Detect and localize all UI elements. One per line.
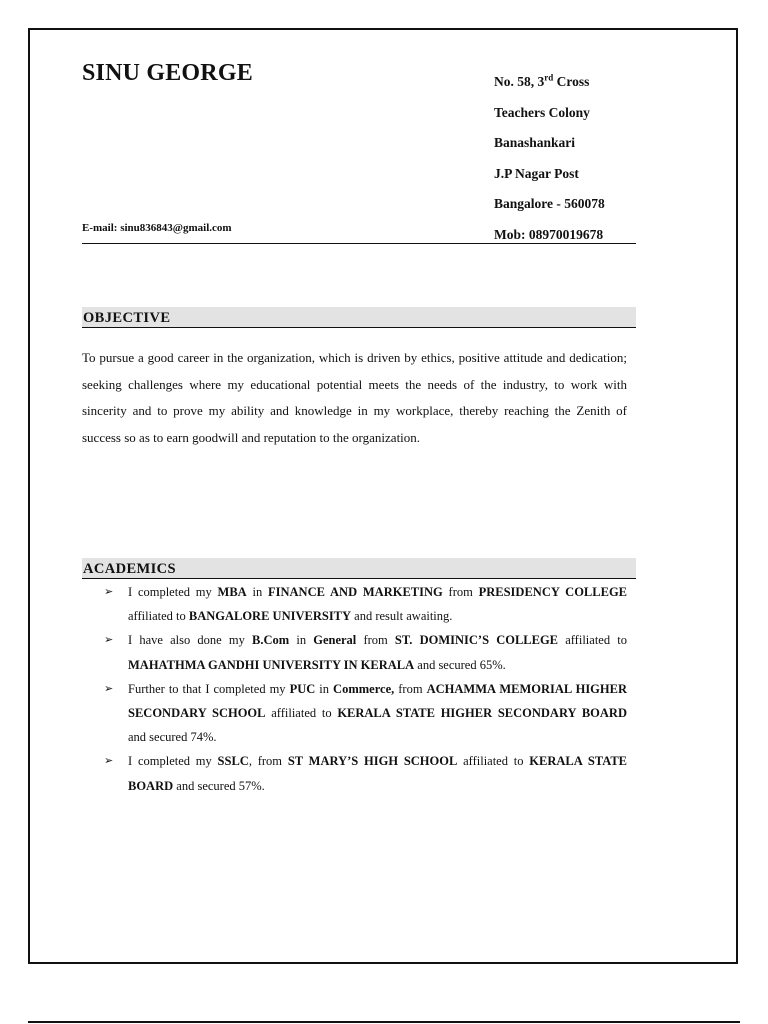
academics-item-text: affiliated to — [265, 706, 338, 721]
academics-item-text: from — [394, 681, 427, 696]
academics-item — [82, 580, 627, 628]
academics-item-bold-text: B.Com — [252, 633, 290, 648]
address-line-2: Teachers Colony — [494, 104, 590, 120]
academics-item-text: affiliated to — [128, 609, 189, 624]
academics-item-text: from — [356, 633, 395, 648]
academics-item-bold-text: KERALA STATE HIGHER SECONDARY BOARD — [337, 706, 627, 721]
mobile-number: Mob: 08970019678 — [494, 226, 604, 242]
email-address: E-mail: sinu836843@gmail.com — [82, 222, 232, 234]
candidate-name: SINU GEORGE — [82, 60, 253, 86]
academics-item — [82, 749, 627, 797]
academics-item-bold-text: MAHATHMA GANDHI UNIVERSITY IN KERALA — [128, 657, 415, 672]
academics-item-bold-text: FINANCE AND MARKETING — [267, 585, 443, 599]
objective-heading: OBJECTIVE — [82, 307, 636, 328]
academics-item-bold-text: ACHAMMA MEMORIAL HIGHER SECONDARY SCHOOL — [128, 681, 627, 721]
next-page-top-border — [28, 1021, 740, 1023]
academics-item-text: and secured 65%. — [414, 657, 506, 672]
academics-item-text: I have also done my — [128, 633, 253, 648]
academics-item-bold-text: KERALA STATE BOARD — [128, 754, 627, 793]
academics-item-bold-text: PUC — [289, 681, 316, 696]
arrow-right-bullet-icon: ➢ — [104, 681, 114, 695]
arrow-right-bullet-icon: ➢ — [104, 754, 114, 768]
academics-heading: ACADEMICS — [82, 558, 636, 579]
academics-item-text: from — [442, 585, 479, 599]
academics-item-text: affiliated to — [558, 633, 627, 648]
academics-item-text: I completed my — [128, 585, 218, 599]
address-line-4: J.P Nagar Post — [494, 165, 579, 181]
academics-item-text: and secured 57%. — [173, 778, 265, 793]
academics-item-bold-text: Commerce, — [333, 681, 395, 696]
academics-item-text: Further to that I completed my — [128, 681, 290, 696]
academics-item-bold-text: MBA — [217, 585, 247, 599]
academics-list — [82, 580, 627, 798]
academics-item-bold-text: General — [313, 633, 357, 648]
academics-item-bold-text: ST MARY’S HIGH SCHOOL — [287, 754, 458, 769]
academics-item-text: affiliated to — [457, 754, 530, 769]
academics-item-text: and result awaiting. — [351, 609, 453, 624]
address-line-5: Bangalore - 560078 — [494, 196, 605, 211]
academics-item-text: I completed my — [128, 754, 218, 769]
academics-item-text: in — [289, 633, 314, 648]
objective-paragraph: To pursue a good career in the organization, which is driven by ethics, positive attitude and dedication; seeking challenges where my educational potential meets the needs of the industry, to work with sincerity and to prove my ability and knowledge in my workplace, thereby reaching the Zenith of success so as to earn goodwill and reputation to the organization. — [82, 350, 627, 445]
arrow-right-bullet-icon: ➢ — [104, 585, 114, 598]
address-line-3: Banashankari — [494, 135, 576, 150]
resume-page — [28, 28, 738, 964]
academics-item-text: in — [315, 681, 334, 696]
address-line-1: No. 58, 3rd Cross — [494, 72, 590, 89]
academics-item — [82, 628, 627, 676]
academics-item — [82, 677, 627, 750]
address-block — [494, 67, 605, 250]
academics-item-bold-text: PRESIDENCY COLLEGE — [478, 585, 628, 599]
academics-item-text: , from — [248, 754, 288, 769]
academics-item-bold-text: SSLC — [217, 754, 249, 769]
header-divider — [82, 243, 636, 244]
academics-item-text: in — [246, 585, 268, 599]
academics-item-bold-text: BANGALORE UNIVERSITY — [188, 609, 352, 624]
arrow-right-bullet-icon: ➢ — [104, 633, 114, 647]
academics-item-text: and secured 74%. — [128, 730, 217, 745]
academics-item-bold-text: ST. DOMINIC’S COLLEGE — [394, 633, 559, 648]
